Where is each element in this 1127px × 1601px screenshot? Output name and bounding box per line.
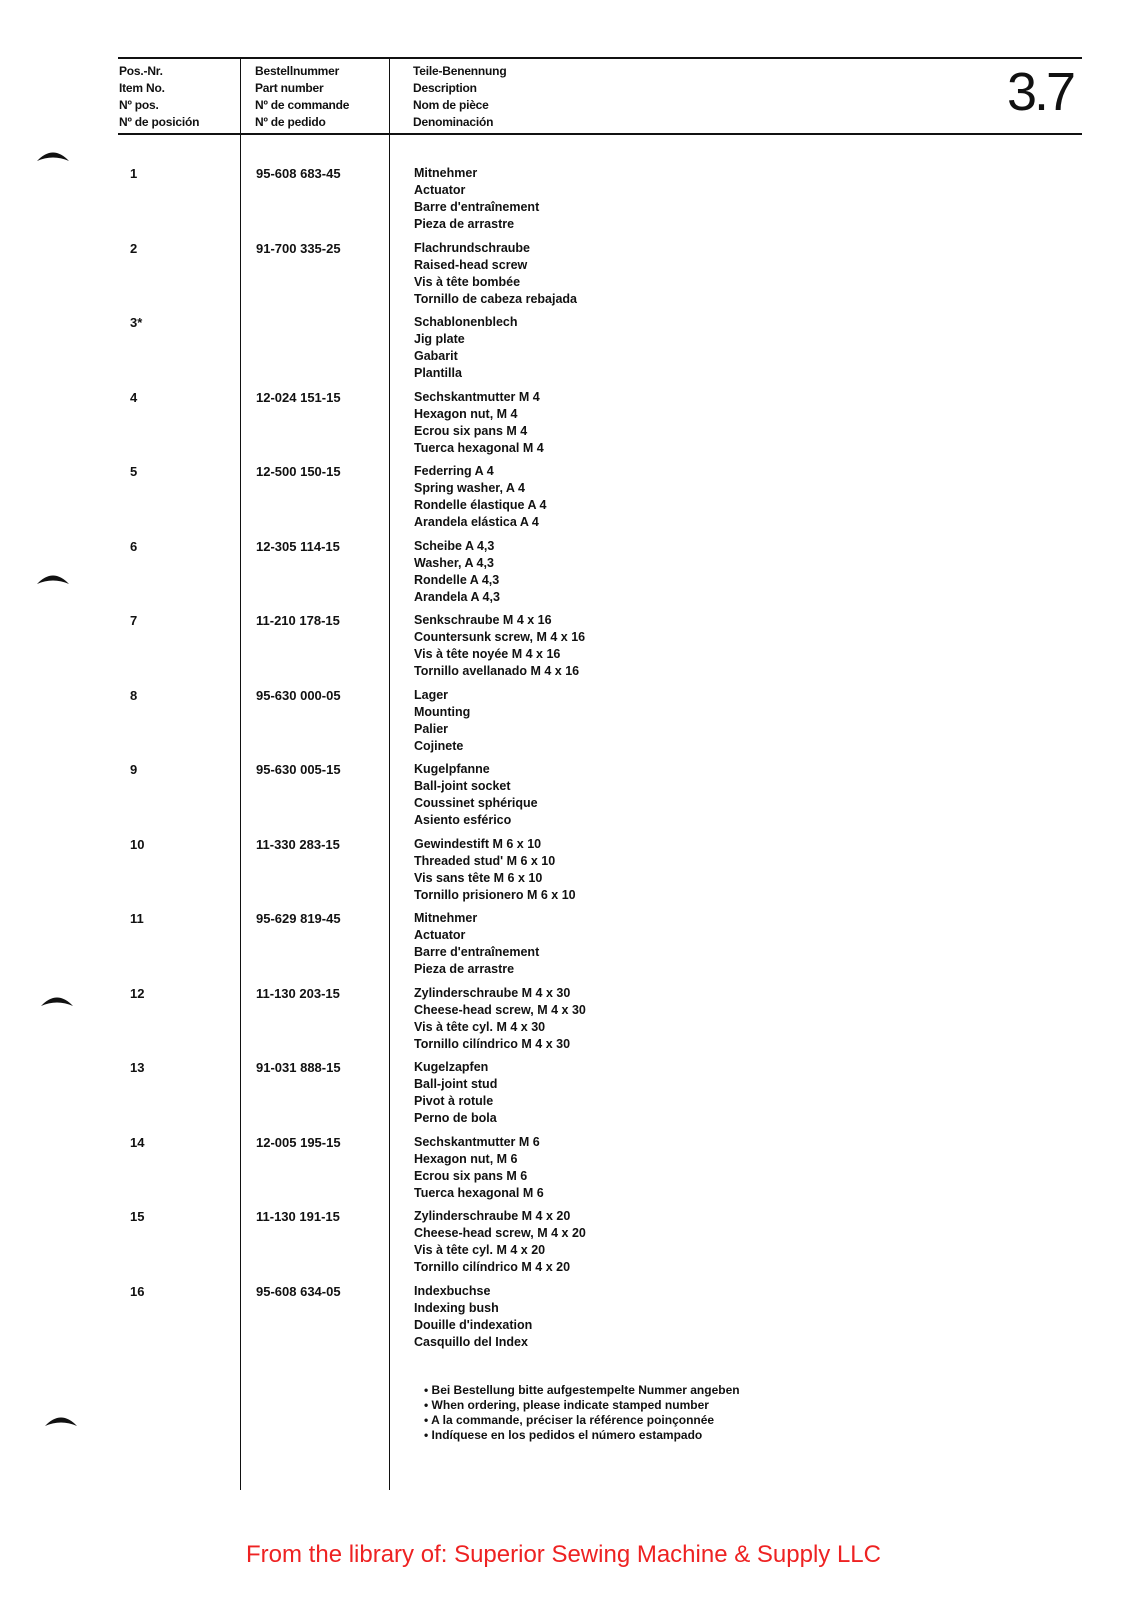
description-line: Palier xyxy=(414,722,449,736)
item-position: 9 xyxy=(130,762,138,777)
part-description xyxy=(414,314,518,382)
description-line: Plantilla xyxy=(414,366,462,380)
description-line: Tornillo cilíndrico M 4 x 20 xyxy=(414,1260,571,1274)
description-line: Senkschraube M 4 x 16 xyxy=(414,613,552,627)
item-position: 2 xyxy=(130,241,138,256)
description-line: Asiento esférico xyxy=(414,813,512,827)
part-description xyxy=(414,538,500,606)
description-line: Washer, A 4,3 xyxy=(414,556,494,570)
description-line: Ecrou six pans M 4 xyxy=(414,424,528,438)
binder-hole-icon xyxy=(36,148,70,162)
item-position: 14 xyxy=(130,1135,145,1150)
description-line: Mounting xyxy=(414,705,471,719)
description-line: Mitnehmer xyxy=(414,911,478,925)
description-line: Cheese-head screw, M 4 x 20 xyxy=(414,1226,586,1240)
header-description: Teile-Benennung Description Nom de pièce Denominación xyxy=(413,64,507,129)
header-part-number: Bestellnummer Part number Nº de commande Nº de pedido xyxy=(255,64,350,129)
description-line: Lager xyxy=(414,688,449,702)
table-row xyxy=(0,463,1127,533)
description-line: Vis à tête bombée xyxy=(414,275,521,289)
description-line: Tornillo cilíndrico M 4 x 30 xyxy=(414,1037,571,1051)
part-number: 95-629 819-45 xyxy=(256,911,341,926)
part-number: 11-130 203-15 xyxy=(256,986,340,1001)
table-row xyxy=(0,985,1127,1055)
table-row xyxy=(0,761,1127,831)
part-description xyxy=(414,761,538,829)
description-line: Scheibe A 4,3 xyxy=(414,539,495,553)
description-line: Rondelle A 4,3 xyxy=(414,573,500,587)
part-description xyxy=(414,985,586,1053)
description-line: Cojinete xyxy=(414,739,464,753)
part-number: 12-005 195-15 xyxy=(256,1135,341,1150)
table-row xyxy=(0,1134,1127,1204)
description-line: Gewindestift M 6 x 10 xyxy=(414,837,542,851)
description-line: Sechskantmutter M 6 xyxy=(414,1135,540,1149)
item-position: 10 xyxy=(130,837,145,852)
item-position: 6 xyxy=(130,539,138,554)
description-line: Vis sans tête M 6 x 10 xyxy=(414,871,543,885)
description-line: Flachrundschraube xyxy=(414,241,530,255)
part-description xyxy=(414,687,470,755)
description-line: Vis à tête cyl. M 4 x 20 xyxy=(414,1243,546,1257)
part-description xyxy=(414,1283,532,1351)
description-line: Cheese-head screw, M 4 x 30 xyxy=(414,1003,586,1017)
part-number: 91-031 888-15 xyxy=(256,1060,341,1075)
part-description xyxy=(414,910,539,978)
description-line: Pieza de arrastre xyxy=(414,217,515,231)
part-description xyxy=(414,1059,497,1127)
description-line: Indexbuchse xyxy=(414,1284,491,1298)
description-line: Arandela A 4,3 xyxy=(414,590,500,604)
page-number: 3.7 xyxy=(1007,62,1074,122)
table-row xyxy=(0,165,1127,235)
description-line: Countersunk screw, M 4 x 16 xyxy=(414,630,586,644)
description-line: Raised-head screw xyxy=(414,258,528,272)
description-line: Gabarit xyxy=(414,349,458,363)
binder-hole-icon xyxy=(40,993,74,1007)
part-number: 11-130 191-15 xyxy=(256,1209,340,1224)
part-description xyxy=(414,165,539,233)
part-description xyxy=(414,1134,544,1202)
item-position: 7 xyxy=(130,613,138,628)
description-line: Indexing bush xyxy=(414,1301,499,1315)
description-line: Sechskantmutter M 4 xyxy=(414,390,540,404)
part-description xyxy=(414,240,577,308)
description-line: Actuator xyxy=(414,183,466,197)
part-description xyxy=(414,463,546,531)
description-line: Casquillo del Index xyxy=(414,1335,528,1349)
description-line: Pivot à rotule xyxy=(414,1094,494,1108)
table-row xyxy=(0,1208,1127,1278)
description-line: Kugelpfanne xyxy=(414,762,490,776)
item-position: 12 xyxy=(130,986,145,1001)
description-line: Hexagon nut, M 4 xyxy=(414,407,518,421)
description-line: Ball-joint socket xyxy=(414,779,511,793)
description-line: Coussinet sphérique xyxy=(414,796,538,810)
item-position: 16 xyxy=(130,1284,145,1299)
description-line: Threaded stud' M 6 x 10 xyxy=(414,854,556,868)
description-line: Mitnehmer xyxy=(414,166,478,180)
item-position: 3* xyxy=(130,315,143,330)
description-line: Ball-joint stud xyxy=(414,1077,498,1091)
library-footer: From the library of: Superior Sewing Machine & Supply LLC xyxy=(246,1541,881,1568)
description-line: Arandela elástica A 4 xyxy=(414,515,539,529)
description-line: Rondelle élastique A 4 xyxy=(414,498,547,512)
description-line: Ecrou six pans M 6 xyxy=(414,1169,528,1183)
table-row xyxy=(0,240,1127,310)
part-number: 11-210 178-15 xyxy=(256,613,340,628)
part-number: 95-630 000-05 xyxy=(256,688,341,703)
description-line: Vis à tête cyl. M 4 x 30 xyxy=(414,1020,546,1034)
part-number: 95-608 634-05 xyxy=(256,1284,341,1299)
description-line: Perno de bola xyxy=(414,1111,497,1125)
item-position: 5 xyxy=(130,464,138,479)
description-line: Douille d'indexation xyxy=(414,1318,533,1332)
table-row xyxy=(0,836,1127,906)
item-position: 13 xyxy=(130,1060,145,1075)
item-position: 15 xyxy=(130,1209,145,1224)
description-line: Zylinderschraube M 4 x 30 xyxy=(414,986,571,1000)
description-line: Barre d'entraînement xyxy=(414,200,540,214)
part-number: 12-024 151-15 xyxy=(256,390,341,405)
part-description xyxy=(414,836,576,904)
table-row xyxy=(0,910,1127,980)
description-line: Kugelzapfen xyxy=(414,1060,489,1074)
description-line: Barre d'entraînement xyxy=(414,945,540,959)
part-description xyxy=(414,1208,586,1276)
table-row xyxy=(0,389,1127,459)
part-number: 11-330 283-15 xyxy=(256,837,340,852)
item-position: 11 xyxy=(130,911,144,926)
part-number: 95-608 683-45 xyxy=(256,166,341,181)
item-position: 8 xyxy=(130,688,138,703)
part-number: 91-700 335-25 xyxy=(256,241,341,256)
binder-hole-icon xyxy=(36,571,70,585)
part-description xyxy=(414,389,544,457)
description-line: Hexagon nut, M 6 xyxy=(414,1152,518,1166)
table-top-rule xyxy=(118,57,1082,59)
description-line: Tornillo avellanado M 4 x 16 xyxy=(414,664,580,678)
ordering-notes: • Bei Bestellung bitte aufgestempelte Nummer angeben • When ordering, please indicate stamped number • A la commande, préciser la référence poinçonnée • Indíquese en los pedidos el número estampado xyxy=(424,1383,740,1442)
description-line: Pieza de arrastre xyxy=(414,962,515,976)
description-line: Spring washer, A 4 xyxy=(414,481,525,495)
description-line: Tornillo de cabeza rebajada xyxy=(414,292,578,306)
item-position: 1 xyxy=(130,166,138,181)
part-description xyxy=(414,612,585,680)
table-row xyxy=(0,687,1127,757)
description-line: Vis à tête noyée M 4 x 16 xyxy=(414,647,561,661)
table-row xyxy=(0,1283,1127,1353)
table-row xyxy=(0,612,1127,682)
part-number: 12-500 150-15 xyxy=(256,464,341,479)
description-line: Schablonenblech xyxy=(414,315,518,329)
table-row xyxy=(0,538,1127,608)
description-line: Jig plate xyxy=(414,332,465,346)
table-row xyxy=(0,314,1127,384)
header-position: Pos.-Nr. Item No. Nº pos. Nº de posición xyxy=(119,64,200,129)
description-line: Tuerca hexagonal M 6 xyxy=(414,1186,544,1200)
part-number: 95-630 005-15 xyxy=(256,762,341,777)
description-line: Tuerca hexagonal M 4 xyxy=(414,441,544,455)
item-position: 4 xyxy=(130,390,138,405)
table-row xyxy=(0,1059,1127,1129)
description-line: Zylinderschraube M 4 x 20 xyxy=(414,1209,571,1223)
header-bottom-rule xyxy=(118,133,1082,135)
description-line: Actuator xyxy=(414,928,466,942)
binder-hole-icon xyxy=(44,1413,78,1427)
part-number: 12-305 114-15 xyxy=(256,539,340,554)
description-line: Tornillo prisionero M 6 x 10 xyxy=(414,888,576,902)
description-line: Federring A 4 xyxy=(414,464,494,478)
